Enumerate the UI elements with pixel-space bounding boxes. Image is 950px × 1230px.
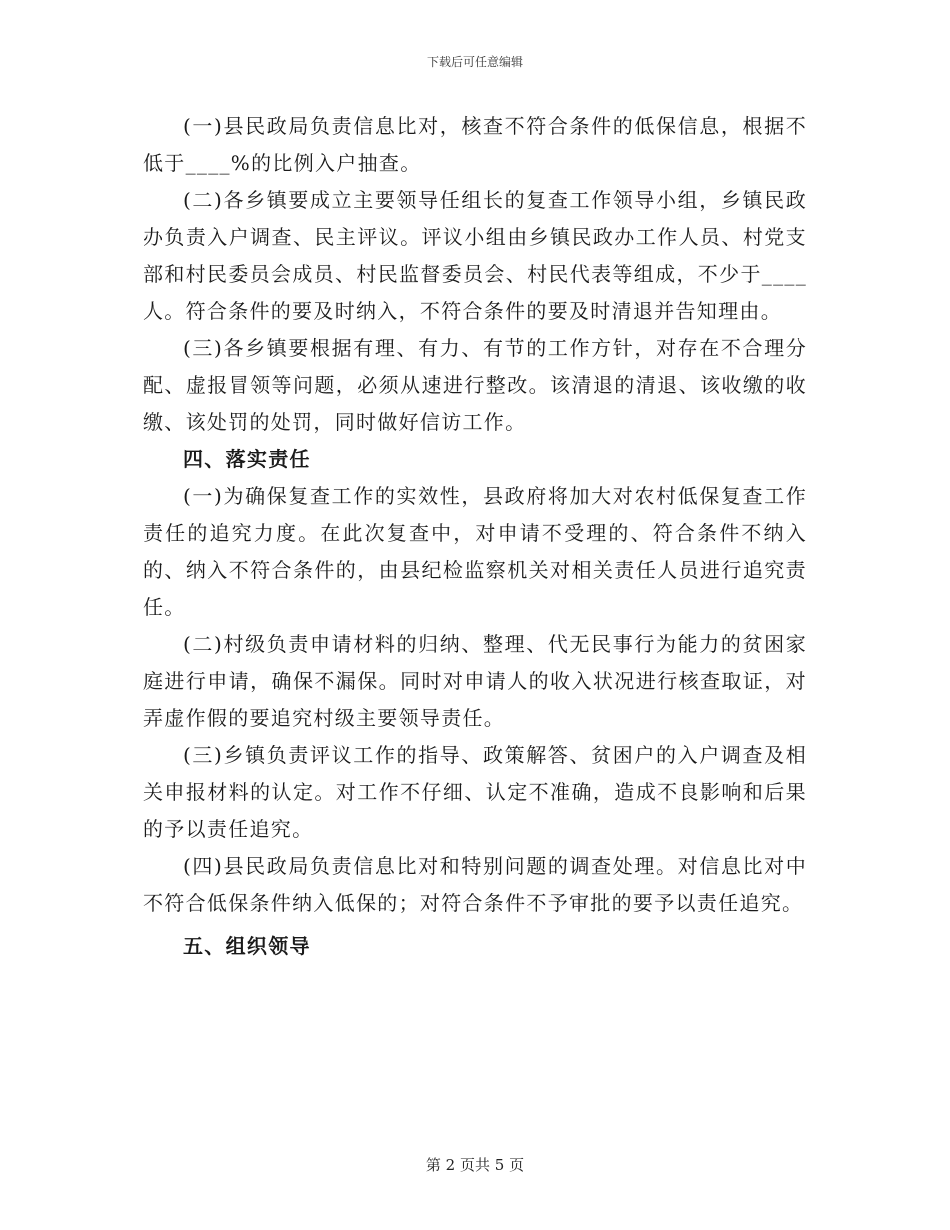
paragraph-7: (三)乡镇负责评议工作的指导、政策解答、贫困户的入户调查及相关申报材料的认定。对工作不仔细、认定不准确，造成不良影响和后果的予以责任追究。 [143, 743, 807, 841]
paragraph-1: (一)县民政局负责信息比对，核查不符合条件的低保信息，根据不低于____%的比例入户抽查。 [143, 114, 807, 175]
paragraph-6: (二)村级负责申请材料的归纳、整理、代无民事行为能力的贫困家庭进行申请，确保不漏保。同时对申请人的收入状况进行核查取证，对弄虚作假的要追究村级主要领导责任。 [143, 632, 807, 730]
section-heading-5: 五、组织领导 [183, 934, 311, 958]
paragraph-8: (四)县民政局负责信息比对和特别问题的调查处理。对信息比对中不符合低保条件纳入低保的；对符合条件不予审批的要予以责任追究。 [143, 854, 807, 915]
page-header: 下载后可任意编辑 [426, 55, 523, 69]
section-heading-4: 四、落实责任 [183, 447, 311, 471]
paragraph-2: (二)各乡镇要成立主要领导任组长的复查工作领导小组，乡镇民政办负责入户调查、民主评议。评议小组由乡镇民政办工作人员、村党支部和村民委员会成员、村民监督委员会、村民代表等组成，不少于____人。符合条件的要及时纳入，不符合条件的要及时清退并告知理由。 [143, 188, 807, 323]
page-number-footer: 第 2 页共 5 页 [425, 1156, 525, 1174]
paragraph-3: (三)各乡镇要根据有理、有力、有节的工作方针，对存在不合理分配、虚报冒领等问题，必须从速进行整改。该清退的清退、该收缴的收缴、该处罚的处罚，同时做好信访工作。 [143, 336, 807, 434]
document-body [143, 108, 807, 965]
paragraph-5: (一)为确保复查工作的实效性，县政府将加大对农村低保复查工作责任的追究力度。在此次复查中，对申请不受理的、符合条件不纳入的、纳入不符合条件的，由县纪检监察机关对相关责任人员进行追究责任。 [143, 484, 807, 619]
